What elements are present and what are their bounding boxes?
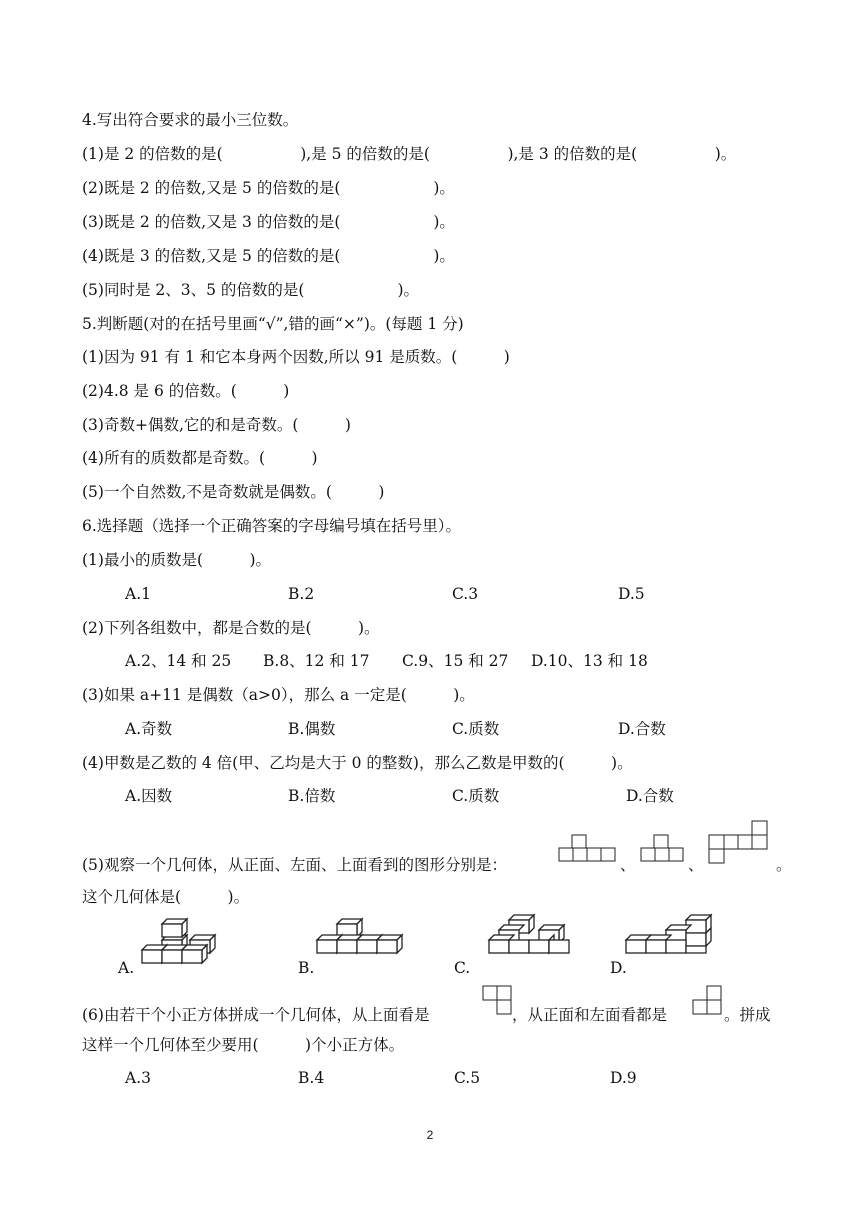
q6-5-end: 。 [776, 856, 792, 874]
q6-3-option-c: C.质数 [452, 720, 500, 738]
q5-title: 5.判断题(对的在括号里画“√”,错的画“×”)。(每题 1 分) [82, 315, 464, 333]
q5-item-5: (5)一个自然数,不是奇数就是偶数。( ) [82, 483, 385, 501]
q6-1-option-b: B.2 [288, 585, 315, 603]
q6-2-stem: (2)下列各组数中，都是合数的是( )。 [82, 619, 380, 637]
q6-4-stem: (4)甲数是乙数的 4 倍(甲、乙均是大于 0 的整数)，那么乙数是甲数的( )。 [82, 754, 633, 772]
q6-2-option-b: B.8、12 和 17 [263, 652, 370, 670]
q6-3-option-d: D.合数 [618, 720, 666, 738]
q6-6-option-b: B.4 [298, 1069, 325, 1087]
q6-1-stem: (1)最小的质数是( )。 [82, 551, 272, 569]
q4-item-5: (5)同时是 2、3、5 的倍数的是( )。 [82, 281, 419, 299]
q6-6-option-a: A.3 [125, 1069, 151, 1087]
q6-2-option-d: D.10、13 和 18 [531, 652, 648, 670]
q6-5-option-b-label: B. [298, 959, 315, 977]
q6-6-option-d: D.9 [610, 1069, 637, 1087]
q6-6-line2: 这样一个几何体至少要用( )个小正方体。 [82, 1036, 405, 1054]
q6-5-sep-2: 、 [688, 856, 704, 874]
q6-2-option-c: C.9、15 和 27 [402, 652, 509, 670]
q4-item-3: (3)既是 2 的倍数,又是 3 的倍数的是( )。 [82, 213, 455, 231]
q6-1-option-d: D.5 [618, 585, 645, 603]
page-number: 2 [426, 1128, 434, 1142]
q6-5-option-c-label: C. [454, 959, 471, 977]
q6-title: 6.选择题（选择一个正确答案的字母编号填在括号里）。 [82, 517, 462, 535]
q6-5-option-a-label: A. [118, 959, 135, 977]
option-c-solid-figure [485, 914, 575, 966]
q4-item-2: (2)既是 2 的倍数,又是 5 的倍数的是( )。 [82, 179, 455, 197]
q6-5-sep-1: 、 [620, 856, 636, 874]
top-view-figure [708, 820, 772, 866]
q6-6-stem-a: (6)由若干个小正方体拼成一个几何体，从上面看是 [82, 1006, 430, 1024]
q6-4-option-c: C.质数 [452, 787, 500, 805]
q5-item-3: (3)奇数+偶数,它的和是奇数。( ) [82, 416, 351, 434]
option-a-solid-figure [138, 918, 222, 966]
q6-6-option-c: C.5 [454, 1069, 481, 1087]
q6-5-option-d-label: D. [610, 959, 627, 977]
q6-3-option-a: A.奇数 [125, 720, 173, 738]
front-view-figure-q6 [692, 985, 724, 1017]
option-b-solid-figure [313, 918, 403, 966]
q4-title: 4.写出符合要求的最小三位数。 [82, 111, 299, 129]
q5-item-4: (4)所有的质数都是奇数。( ) [82, 449, 318, 467]
q5-item-2: (2)4.8 是 6 的倍数。( ) [82, 382, 290, 400]
q4-item-1: (1)是 2 的倍数的是( ),是 5 的倍数的是( ),是 3 的倍数的是( )。 [82, 145, 737, 163]
front-view-figure [558, 834, 618, 862]
top-view-figure-q6 [482, 985, 514, 1017]
left-view-figure [640, 834, 686, 862]
q6-1-option-a: A.1 [125, 585, 151, 603]
q5-item-1: (1)因为 91 有 1 和它本身两个因数,所以 91 是质数。( ) [82, 348, 510, 366]
option-d-solid-figure [624, 914, 714, 966]
q6-4-option-d: D.合数 [626, 787, 674, 805]
q6-5-stem: (5)观察一个几何体，从正面、左面、上面看到的图形分别是： [82, 856, 507, 874]
q6-4-option-b: B.倍数 [288, 787, 336, 805]
q6-6-stem-b: ，从正面和左面看都是 [512, 1006, 668, 1024]
q6-1-option-c: C.3 [452, 585, 479, 603]
q6-6-stem-c: 。拼成 [724, 1006, 771, 1024]
q4-item-4: (4)既是 3 的倍数,又是 5 的倍数的是( )。 [82, 247, 455, 265]
q6-4-option-a: A.因数 [125, 787, 173, 805]
q6-2-option-a: A.2、14 和 25 [125, 652, 232, 670]
q6-5-line2: 这个几何体是( )。 [82, 888, 250, 906]
q6-3-option-b: B.偶数 [288, 720, 336, 738]
q6-3-stem: (3)如果 a+11 是偶数（a>0），那么 a 一定是( )。 [82, 686, 475, 704]
